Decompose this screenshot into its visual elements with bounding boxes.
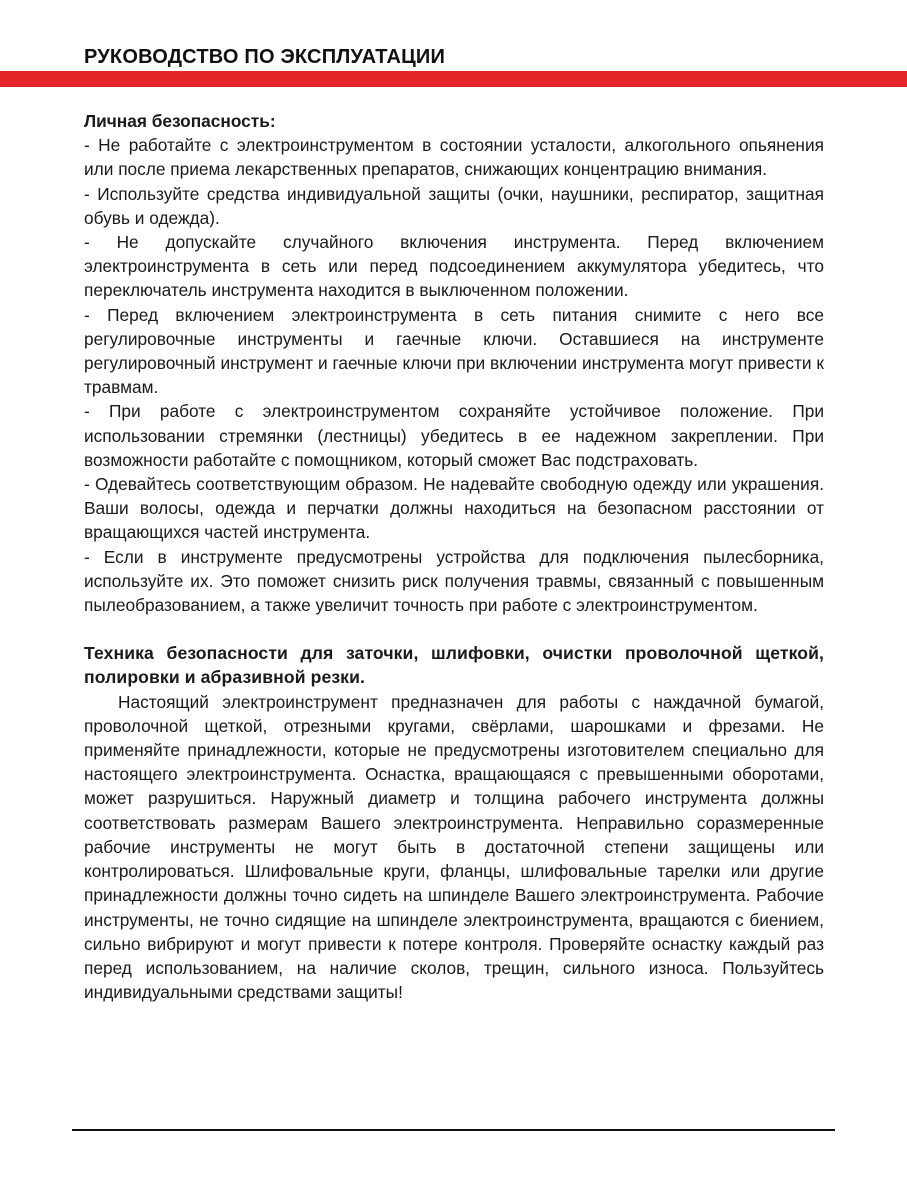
safety-bullet-remove-keys: - Перед включением электроинструмента в сеть питания снимите с него все регулировочные инструменты и гаечные ключи. Оставшиеся на инструменте регулировочный инструмент и гаечные ключи при включении инструмента могут привести к травмам. [84, 304, 824, 398]
safety-bullet-dust-extraction: - Если в инструменте предусмотрены устройства для подключения пылесборника, используйте их. Это поможет снизить риск получения травмы, связанный с повышенным пылеобразованием, а также увеличит точность при работе с электроинструментом. [84, 546, 824, 616]
section-spacer [84, 617, 824, 641]
safety-bullet-accidental-start: - Не допускайте случайного включения инструмента. Перед включением электроинструмента в сеть или перед подсоединением аккумулятора убедитесь, что переключатель инструмента находится в выключенном положении. [84, 232, 824, 301]
personal-safety-heading: Личная безопасность: [84, 111, 276, 131]
header-accent-bar [0, 71, 907, 87]
safety-bullet-clothing: - Одевайтесь соответствующим образом. Не надевайте свободную одежду или украшения. Ваши волосы, одежда и перчатки должны находиться на безопасном расстоянии от вращающихся частей инструмента. [84, 474, 824, 543]
grinding-safety-heading: Техника безопасности для заточки, шлифовки, очистки проволочной щеткой, полировки и абразивной резки. [84, 643, 824, 688]
safety-bullet-protective-gear: - Используйте средства индивидуальной защиты (очки, наушники, респиратор, защитная обувь и одежда). [84, 183, 824, 228]
safety-bullet-stable-position: - При работе с электроинструментом сохраняйте устойчивое положение. При использовании стремянки (лестницы) убедитесь в ее надежном закреплении. При возможности работайте с помощником, который сможет Вас подстраховать. [84, 401, 824, 470]
footer-divider [72, 1129, 835, 1131]
grinding-safety-paragraph: Настоящий электроинструмент предназначен для работы с наждачной бумагой, проволочной щеткой, отрезными кругами, свёрлами, шарошками и фрезами. Не применяйте принадлежности, которые не предусмотрены изготовителем специально для настоящего электроинструмента. Оснастка, вращающаяся с превышенными оборотами, может разрушиться. Наружный диаметр и толщина рабочего инструмента должны соответствовать размерам Вашего электроинструмента. Неправильно соразмеренные рабочие инструменты не могут быть в достаточной степени защищены или контролироваться. Шлифовальные круги, фланцы, шлифовальные тарелки или другие принадлежности должны точно сидеть на шпинделе Вашего электроинструмента. Рабочие инструменты, не точно сидящие на шпинделе электроинструмента, вращаются с биением, сильно вибрируют и могут привести к потере контроля. Проверяйте оснастку каждый раз перед использованием, на наличие сколов, трещин, сильного износа. Пользуйтесь индивидуальными средствами защиты! [84, 691, 824, 1003]
document-body [84, 109, 824, 1004]
safety-bullet-fatigue: - Не работайте с электроинструментом в состоянии усталости, алкогольного опьянения или после приема лекарственных препаратов, снижающих концентрацию внимания. [84, 135, 824, 180]
page-header-title: РУКОВОДСТВО ПО ЭКСПЛУАТАЦИИ [84, 46, 446, 68]
